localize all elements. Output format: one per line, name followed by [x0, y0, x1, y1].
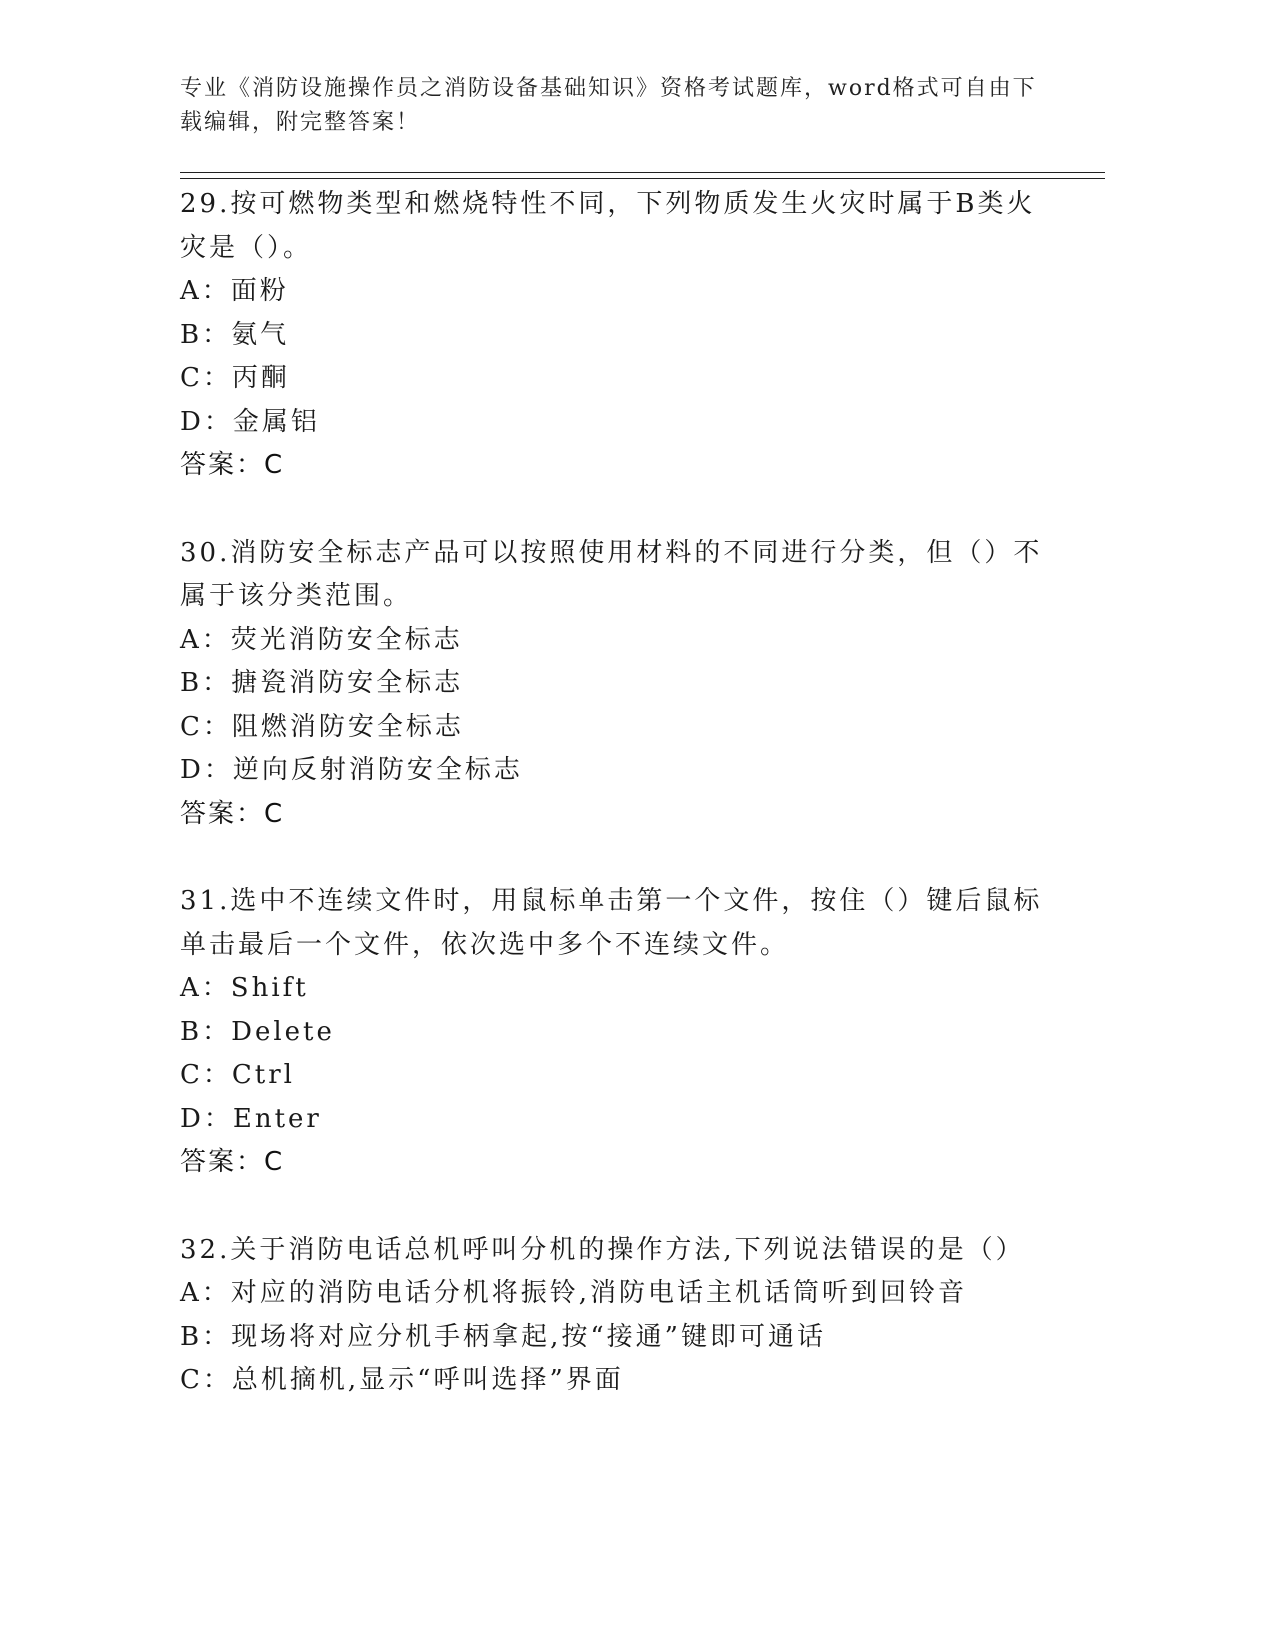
question-29 — [180, 183, 1060, 488]
question-text: 31.选中不连续文件时，用鼠标单击第一个文件，按住（）键后鼠标单击最后一个文件，依次选中多个不连续文件。 — [180, 886, 1043, 960]
option-b: B：搪瓷消防安全标志 — [180, 668, 464, 698]
header-line-2: 载编辑，附完整答案！ — [180, 110, 421, 135]
option-c: C：丙酮 — [180, 363, 290, 393]
header-divider-bottom — [180, 178, 1105, 179]
answer-line: 答案：C — [180, 798, 285, 829]
option-c: C：总机摘机,显示“呼叫选择”界面 — [180, 1365, 624, 1395]
option-d: D：逆向反射消防安全标志 — [180, 755, 523, 785]
option-a: A：荧光消防安全标志 — [180, 624, 463, 655]
question-list — [180, 183, 1060, 1447]
question-text: 29.按可燃物类型和燃烧特性不同，下列物质发生火灾时属于B类火灾是（）。 — [180, 189, 1036, 263]
option-a: A：对应的消防电话分机将振铃,消防电话主机话筒听到回铃音 — [180, 1278, 968, 1308]
option-b: B：氨气 — [180, 319, 290, 350]
answer-line: 答案：C — [180, 1147, 285, 1177]
option-d: D：Enter — [180, 1103, 322, 1134]
option-b: B：现场将对应分机手柄拿起,按“接通”键即可通话 — [180, 1321, 826, 1352]
question-32 — [180, 1229, 1060, 1403]
document-header — [180, 72, 1080, 140]
option-d: D：金属铝 — [180, 406, 320, 437]
option-a: A：Shift — [180, 973, 309, 1003]
option-b: B：Delete — [180, 1016, 335, 1047]
question-text: 30.消防安全标志产品可以按照使用材料的不同进行分类，但（）不属于该分类范围。 — [180, 537, 1043, 611]
answer-line: 答案：C — [180, 450, 285, 480]
option-a: A：面粉 — [180, 276, 289, 306]
header-divider-top — [180, 172, 1105, 173]
question-30 — [180, 532, 1060, 837]
header-line-1: 专业《消防设施操作员之消防设备基础知识》资格考试题库，word格式可自由下 — [180, 76, 1037, 101]
question-text: 32.关于消防电话总机呼叫分机的操作方法,下列说法错误的是（） — [180, 1234, 1025, 1265]
option-c: C：Ctrl — [180, 1060, 295, 1090]
option-c: C：阻燃消防安全标志 — [180, 711, 464, 742]
question-31 — [180, 880, 1060, 1185]
